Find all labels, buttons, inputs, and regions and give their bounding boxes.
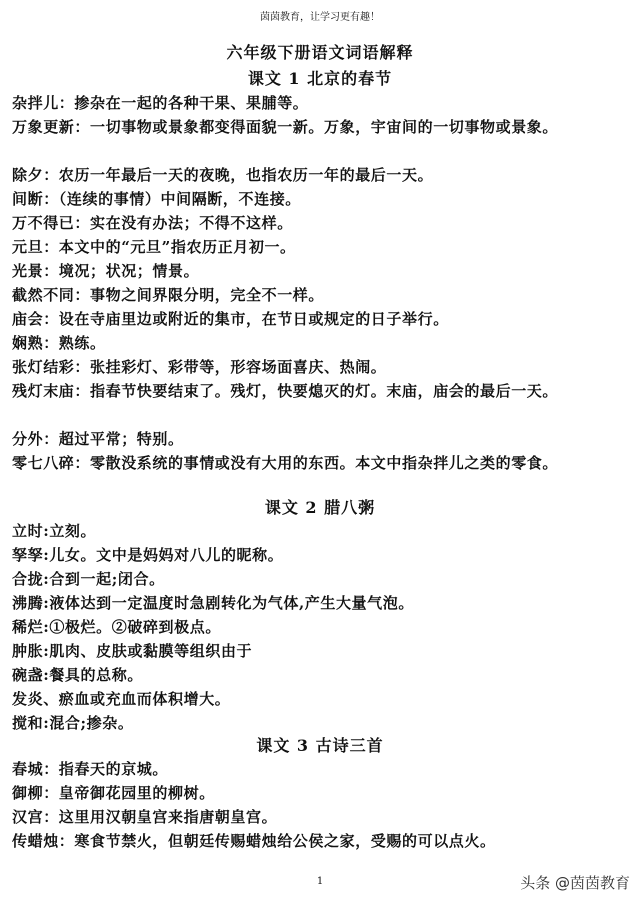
- header-note: 茵茵教育，让学习更有趣！: [260, 12, 380, 23]
- entry: 除夕：农历一年最后一天的夜晚，也指农历一年的最后一天。: [12, 166, 434, 184]
- entry: 张灯结彩：张挂彩灯、彩带等，形容场面喜庆、热闹。: [12, 358, 387, 376]
- entry: 零七八碎：零散没系统的事情或没有大用的东西。本文中指杂拌儿之类的零食。: [12, 454, 559, 472]
- entry: 娴熟：熟练。: [12, 334, 106, 352]
- entry: 御柳：皇帝御花园里的柳树。: [12, 784, 215, 802]
- entry: 春城：指春天的京城。: [12, 760, 169, 778]
- section-title-1: 课文 1 北京的春节: [247, 69, 393, 88]
- document-title: 六年级下册语文词语解释: [226, 43, 414, 62]
- entry: 沸腾:液体达到一定温度时急剧转化为气体,产生大量气泡。: [12, 594, 414, 612]
- entry: 万象更新：一切事物或景象都变得面貌一新。万象，宇宙间的一切事物或景象。: [12, 118, 559, 136]
- entry: 万不得已：实在没有办法；不得不这样。: [12, 214, 293, 232]
- entry: 发炎、瘀血或充血而体积增大。: [12, 690, 231, 708]
- entry: 稀烂:①极烂。②破碎到极点。: [12, 618, 221, 636]
- entry: 光景：境况；状况；情景。: [12, 262, 200, 280]
- entry: 传蜡烛：寒食节禁火，但朝廷传赐蜡烛给公侯之家，受赐的可以点火。: [12, 832, 496, 850]
- entry: 元旦：本文中的“元旦”指农历正月初一。: [12, 238, 296, 256]
- entry: 杂拌儿：掺杂在一起的各种干果、果脯等。: [12, 94, 309, 112]
- entry: 分外：超过平常；特别。: [12, 430, 184, 448]
- entry: 合拢:合到一起;闭合。: [12, 570, 165, 588]
- section-title-3: 课文 3 古诗三首: [256, 736, 384, 755]
- entry: 搅和:混合;掺杂。: [12, 714, 134, 732]
- entry: 立时:立刻。: [12, 522, 97, 540]
- section-title-2: 课文 2 腊八粥: [264, 498, 376, 517]
- page-number: 1: [316, 876, 324, 887]
- entry: 肿胀:肌肉、皮肤或黏膜等组织由于: [12, 642, 253, 660]
- entry: 截然不同：事物之间界限分明，完全不一样。: [12, 286, 325, 304]
- watermark: 头条 @茵茵教育: [520, 874, 630, 892]
- entry: 汉宫：这里用汉朝皇宫来指唐朝皇宫。: [12, 808, 278, 826]
- entry: 间断：（连续的事情）中间隔断，不连接。: [12, 190, 301, 208]
- entry: 庙会：设在寺庙里边或附近的集市，在节日或规定的日子举行。: [12, 310, 449, 328]
- entry: 残灯末庙：指春节快要结束了。残灯，快要熄灭的灯。末庙，庙会的最后一天。: [12, 382, 559, 400]
- entry: 碗盏:餐具的总称。: [12, 666, 143, 684]
- entry: 孥孥:儿女。文中是妈妈对八儿的昵称。: [12, 546, 284, 564]
